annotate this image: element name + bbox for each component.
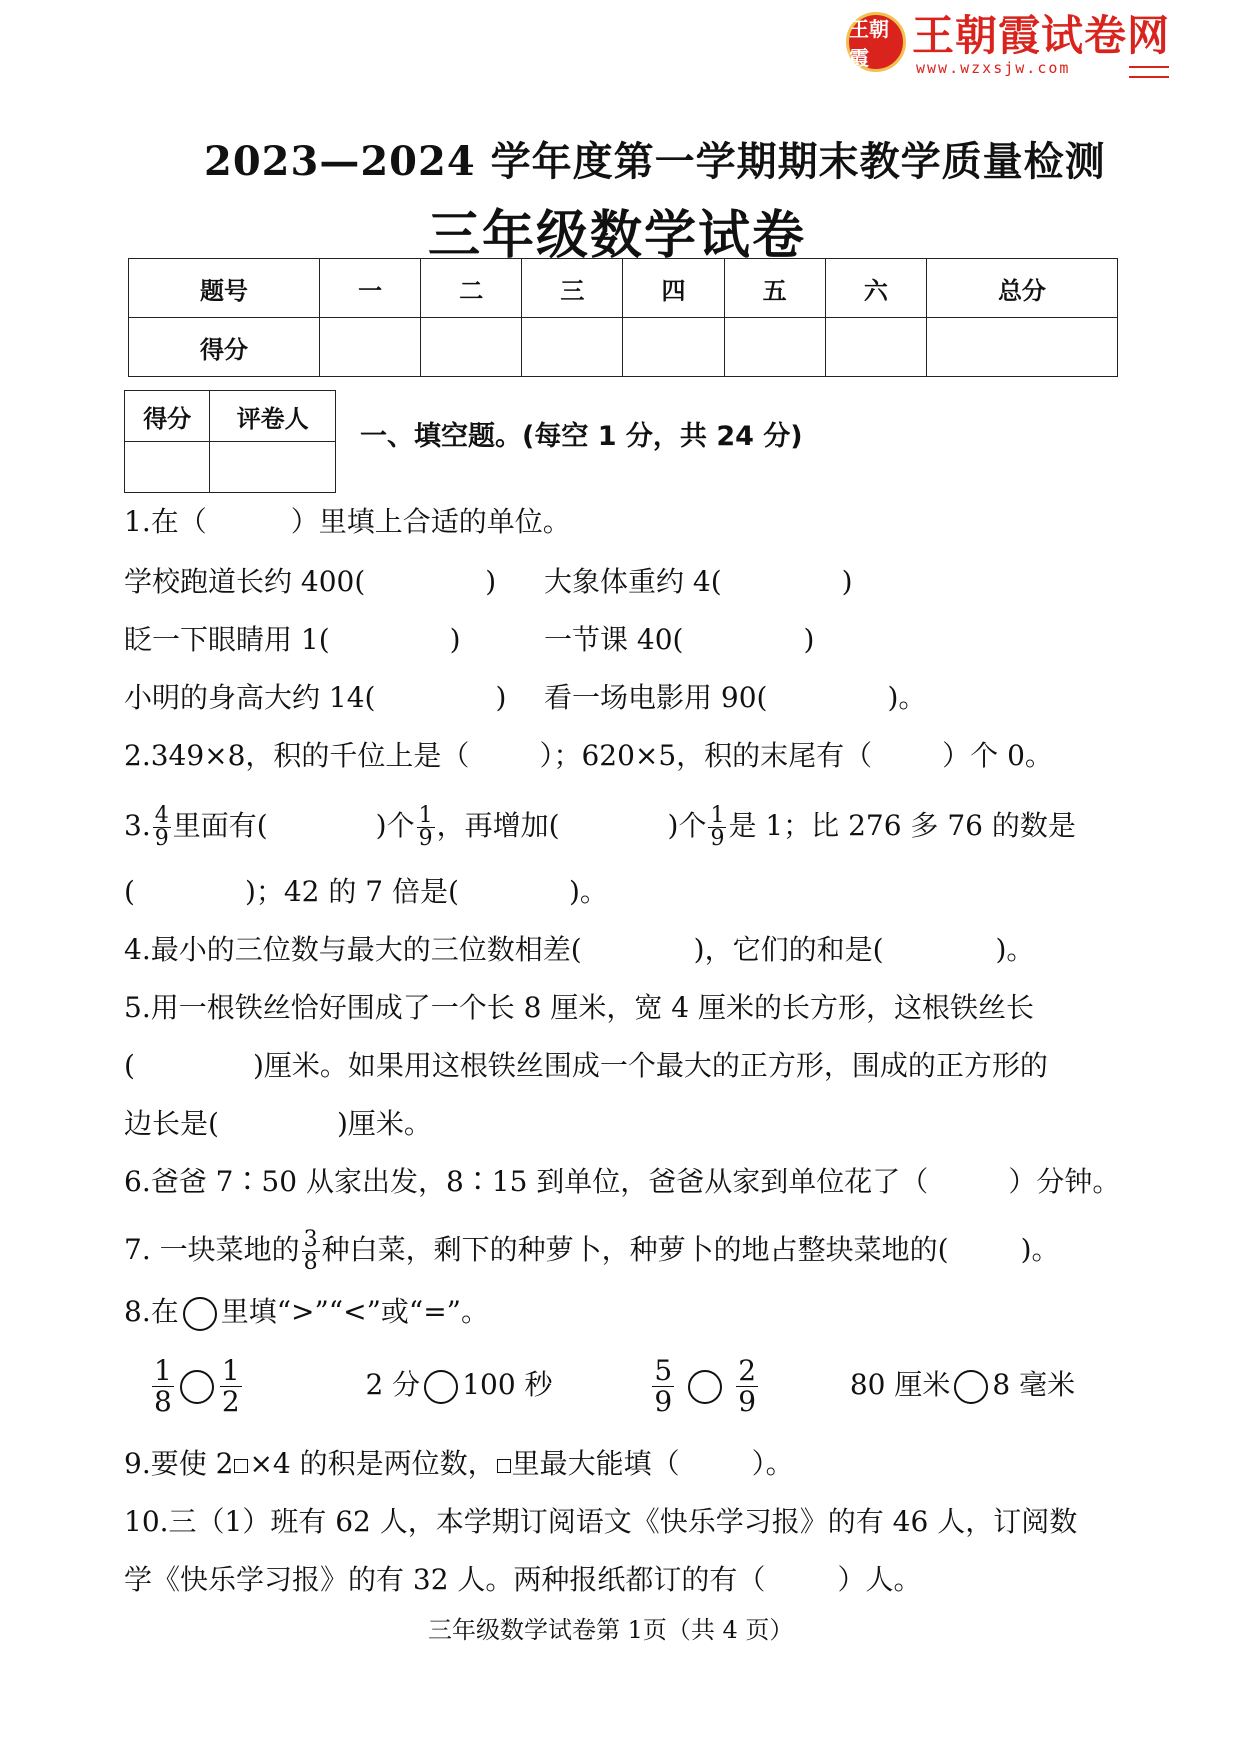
score-row-label: 得分 xyxy=(129,318,320,377)
score-blank-cell xyxy=(320,318,421,377)
score-table xyxy=(128,258,1118,377)
fraction: $\frac{4}{9}$ xyxy=(154,803,169,851)
grader-name-label: 评卷人 xyxy=(210,391,336,442)
question-7: 7. 一块菜地的 $\frac{3}{8}$ 种白菜，剩下的种萝卜，种萝卜的地占整块菜地的( )。 xyxy=(124,1227,1060,1275)
score-blank-cell xyxy=(522,318,623,377)
score-blank-cell xyxy=(421,318,522,377)
exam-subtitle: 三年级数学试卷 xyxy=(428,205,807,266)
q1-row-3b: 看一场电影用 90( )。 xyxy=(544,681,927,714)
circle-placeholder-icon xyxy=(183,1297,217,1331)
grader-blank-cell xyxy=(210,442,336,493)
question-5: 5.用一根铁丝恰好围成了一个长 8 厘米，宽 4 厘米的长方形，这根铁丝长 xyxy=(124,991,1034,1024)
fraction: $\frac{1}{9}$ xyxy=(710,803,725,851)
question-1: 1.在（ ）里填上合适的单位。 xyxy=(124,505,571,538)
q1-row-3: 小明的身高大约 14( ) xyxy=(124,681,507,714)
fraction: $\frac{2}{9}$ xyxy=(738,1354,757,1418)
score-header-cell: 六 xyxy=(825,259,926,318)
fraction: $\frac{1}{9}$ xyxy=(418,803,433,851)
brand-logo xyxy=(846,11,1171,77)
fraction: $\frac{3}{8}$ xyxy=(303,1227,318,1275)
compare-circle[interactable] xyxy=(954,1370,988,1404)
section-title: 一、填空题。(每空 1 分，共 24 分) xyxy=(360,421,803,452)
decorative-lines xyxy=(1129,66,1169,78)
score-header-cell: 四 xyxy=(623,259,724,318)
brand-url: www.wzxsjw.com xyxy=(916,59,1071,77)
seal-icon: 王朝霞 xyxy=(846,12,906,72)
q1-row-2: 眨一下眼睛用 1( ) xyxy=(124,623,461,656)
question-3-cont: ( )；42 的 7 倍是( )。 xyxy=(124,875,608,908)
question-5-cont: ( )厘米。如果用这根铁丝围成一个最大的正方形，围成的正方形的 xyxy=(124,1049,1048,1082)
compare-circle[interactable] xyxy=(180,1370,214,1404)
exam-title: 2023—2024 学年度第一学期期末教学质量检测 xyxy=(204,138,1106,185)
q1-row-1: 学校跑道长约 400( ) xyxy=(124,565,497,598)
grader-blank-cell xyxy=(125,442,210,493)
box-placeholder-icon xyxy=(234,1459,248,1473)
brand-name: 王朝霞试卷网 xyxy=(912,11,1171,60)
fraction: $\frac{1}{2}$ xyxy=(221,1354,240,1418)
q1-row-1b: 大象体重约 4( ) xyxy=(544,565,853,598)
question-10-cont: 学《快乐学习报》的有 32 人。两种报纸都订的有（ ）人。 xyxy=(124,1563,922,1596)
score-header-cell: 三 xyxy=(522,259,623,318)
grader-score-label: 得分 xyxy=(125,391,210,442)
question-4: 4.最小的三位数与最大的三位数相差( )，它们的和是( )。 xyxy=(124,933,1035,966)
score-blank-cell xyxy=(825,318,926,377)
question-10: 10.三（1）班有 62 人，本学期订阅语文《快乐学习报》的有 46 人，订阅数 xyxy=(124,1505,1078,1538)
fraction: $\frac{5}{9}$ xyxy=(654,1354,673,1418)
score-header-cell: 二 xyxy=(421,259,522,318)
score-blank-cell xyxy=(926,318,1117,377)
score-table-score-row xyxy=(129,318,1118,377)
question-3: 3. $\frac{4}{9}$ 里面有( )个 $\frac{1}{9}$ ，再增加( )个 $\frac{1}{9}$ 是 1；比 276 多 76 的数是 xyxy=(124,803,1076,851)
score-blank-cell xyxy=(623,318,724,377)
q8-comparisons: $\frac{1}{8}$ $\frac{1}{2}$ 2 分 100 秒 $\frac{5}{9}$ $\frac{2}{9}$ 80 厘米 8 毫米 xyxy=(154,1354,1076,1418)
question-8: 8.在 里填“>”“<”或“=”。 xyxy=(124,1292,489,1332)
score-table-header-row xyxy=(129,259,1118,318)
score-header-cell: 题号 xyxy=(129,259,320,318)
compare-circle[interactable] xyxy=(688,1370,722,1404)
question-6: 6.爸爸 7∶50 从家出发，8∶15 到单位，爸爸从家到单位花了（ ）分钟。 xyxy=(124,1165,1121,1198)
fraction: $\frac{1}{8}$ xyxy=(154,1354,172,1418)
box-placeholder-icon xyxy=(497,1459,511,1473)
score-blank-cell xyxy=(724,318,825,377)
compare-circle[interactable] xyxy=(424,1370,458,1404)
q1-row-2b: 一节课 40( ) xyxy=(544,623,815,656)
score-header-cell: 总分 xyxy=(926,259,1117,318)
page-footer: 三年级数学试卷第 1页（共 4 页） xyxy=(428,1616,794,1644)
question-5-cont2: 边长是( )厘米。 xyxy=(124,1107,432,1140)
score-header-cell: 一 xyxy=(320,259,421,318)
question-9: 9.要使 2 ×4 的积是两位数， 里最大能填（ ）。 xyxy=(124,1447,794,1480)
score-header-cell: 五 xyxy=(724,259,825,318)
question-2: 2.349×8，积的千位上是（ ）；620×5，积的末尾有（ ）个 0。 xyxy=(124,739,1053,772)
grader-table xyxy=(124,390,336,493)
